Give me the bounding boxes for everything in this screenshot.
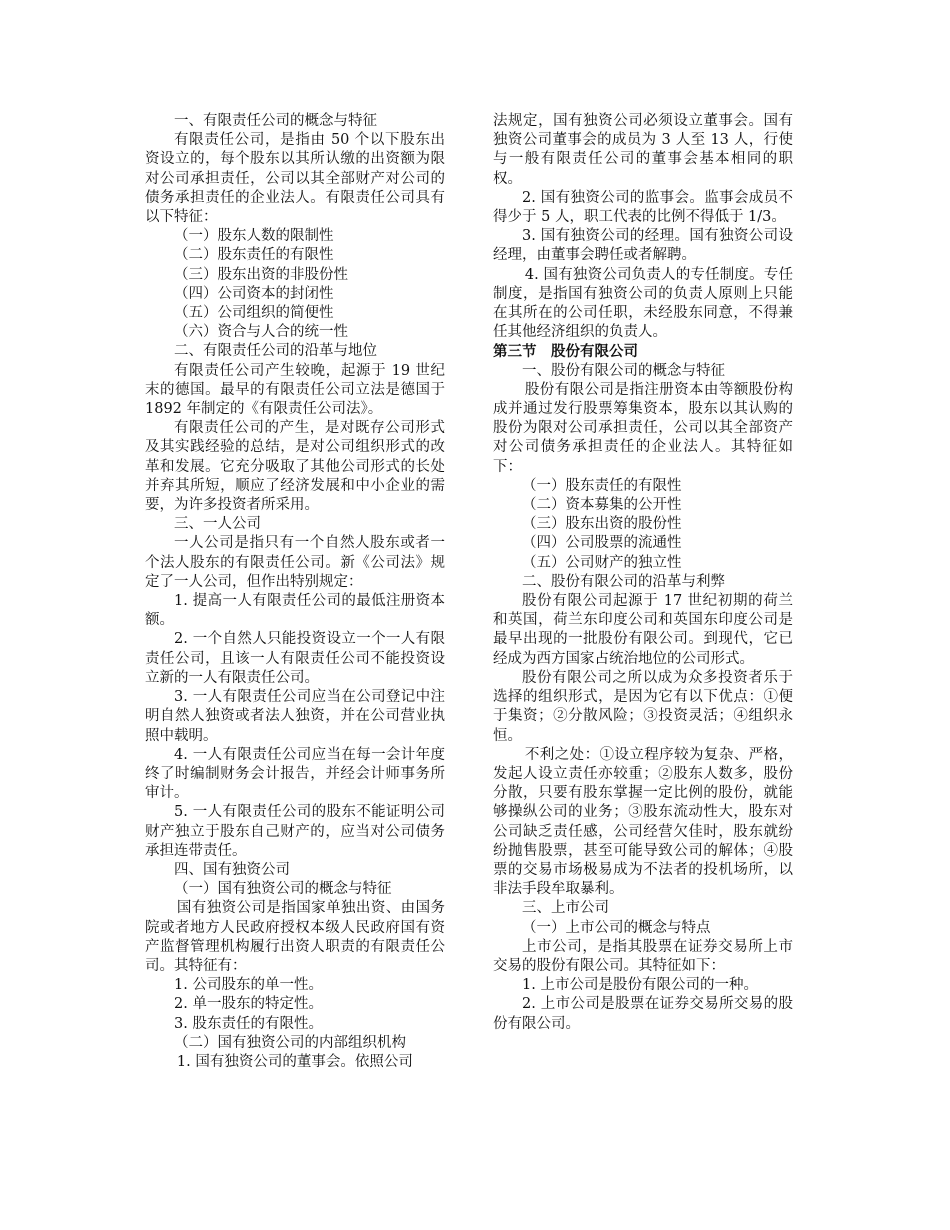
right-paragraph-16: 三、上市公司	[522, 900, 609, 917]
right-paragraph-4: 第三节 股份有限公司	[493, 343, 638, 361]
right-paragraph-14: 股份有限公司之所以成为众多投资者乐于选择的组织形式，是因为它有以下优点：①便于集资；②分散风险；③投资灵活；④组织永恒。	[493, 669, 793, 744]
right-paragraph-1: 2. 国有独资公司的监事会。监事会成员不得少于 5 人，职工代表的比例不得低于 1/3。	[493, 189, 793, 226]
left-paragraph-22: 2. 单一股东的特定性。	[174, 996, 323, 1013]
right-column	[493, 112, 793, 1034]
right-paragraph-13: 股份有限公司起源于 17 世纪初期的荷兰和英国，荷兰东印度公司和英国东印度公司是最早出现的一批股份有限公司。到现代，它已经成为西方国家占统治地位的公司形式。	[493, 593, 793, 667]
left-column	[145, 112, 445, 1072]
right-paragraph-0: 法规定，国有独资公司必须设立董事会。国有独资公司董事会的成员为 3 人至 13 人，行使与一般有限责任公司的董事会基本相同的职权。	[493, 113, 793, 187]
left-paragraph-5: （四）公司资本的封闭性	[174, 285, 334, 302]
left-paragraph-8: 二、有限责任公司的沿革与地位	[174, 343, 377, 360]
left-paragraph-24: （二）国有独资公司的内部组织机构	[174, 1034, 406, 1051]
left-paragraph-15: 3. 一人有限责任公司应当在公司登记中注明自然人独资或者法人独资，并在公司营业执照中载明。	[145, 689, 445, 744]
right-paragraph-17: （一）上市公司的概念与特点	[522, 919, 711, 936]
right-paragraph-18: 上市公司，是指其股票在证券交易所上市交易的股份有限公司。其特征如下：	[493, 938, 793, 974]
left-paragraph-11: 三、一人公司	[174, 516, 261, 533]
left-paragraph-17: 5. 一人有限责任公司的股东不能证明公司财产独立于股东自己财产的，应当对公司债务承担连带责任。	[145, 804, 445, 859]
left-paragraph-4: （三）股东出资的非股份性	[174, 266, 348, 283]
right-paragraph-9: （三）股东出资的股份性	[522, 516, 682, 533]
right-paragraph-3: 4. 国有独资公司负责人的专任制度。专任制度，是指国有独资公司的负责人原则上只能在其所在的公司任职，未经股东同意，不得兼任其他经济组织的负责人。	[493, 266, 793, 341]
left-paragraph-21: 1. 公司股东的单一性。	[174, 977, 323, 994]
left-paragraph-14: 2. 一个自然人只能投资设立一个一人有限责任公司，且该一人有限责任公司不能投资设立新的一人有限责任公司。	[145, 631, 445, 686]
right-paragraph-8: （二）资本募集的公开性	[522, 497, 682, 514]
left-paragraph-12: 一人公司是指只有一个自然人股东或者一个法人股东的有限责任公司。新《公司法》规定了一人公司，但作出特别规定：	[145, 535, 445, 590]
left-paragraph-10: 有限责任公司的产生，是对既存公司形式及其实践经验的总结，是对公司组织形式的改革和发展。它充分吸取了其他公司形式的长处并弃其所短，顺应了经济发展和中小企业的需要，为许多投资者所采用。	[145, 420, 445, 514]
right-paragraph-2: 3. 国有独资公司的经理。国有独资公司设经理，由董事会聘任或者解聘。	[493, 228, 793, 264]
left-paragraph-2: （一）股东人数的限制性	[174, 228, 334, 245]
left-paragraph-1: 有限责任公司，是指由 50 个以下股东出资设立的，每个股东以其所认缴的出资额为限对公司承担责任，公司以其全部财产对公司的债务承担责任的企业法人。有限责任公司具有以下特征：	[145, 132, 445, 226]
left-paragraph-13: 1. 提高一人有限责任公司的最低注册资本额。	[145, 593, 445, 629]
left-paragraph-20: 国有独资公司是指国家单独出资、由国务院或者地方人民政府授权本级人民政府国有资产监督管理机构履行出资人职责的有限责任公司。其特征有：	[145, 900, 445, 974]
left-paragraph-18: 四、国有独资公司	[174, 861, 290, 878]
left-paragraph-9: 有限责任公司产生较晚，起源于 19 世纪末的德国。最早的有限责任公司立法是德国于 1892 年制定的《有限责任公司法》。	[145, 362, 445, 418]
right-paragraph-20: 2. 上市公司是股票在证券交易所交易的股份有限公司。	[493, 996, 793, 1032]
left-paragraph-6: （五）公司组织的简便性	[174, 305, 334, 322]
left-paragraph-25: 1. 国有独资公司的董事会。依照公司	[176, 1053, 413, 1070]
right-paragraph-7: （一）股东责任的有限性	[522, 477, 682, 494]
right-paragraph-10: （四）公司股票的流通性	[522, 535, 682, 552]
right-paragraph-12: 二、股份有限公司的沿革与利弊	[522, 573, 725, 590]
right-paragraph-11: （五）公司财产的独立性	[522, 554, 682, 571]
left-paragraph-7: （六）资合与人合的统一性	[174, 324, 348, 341]
right-paragraph-6: 股份有限公司是指注册资本由等额股份构成并通过发行股票筹集资本，股东以其认购的股份为限对公司承担责任，公司以其全部资产对公司债务承担责任的企业法人。其特征如下：	[493, 381, 793, 475]
left-paragraph-3: （二）股东责任的有限性	[174, 247, 334, 264]
right-paragraph-15: 不利之处：①设立程序较为复杂、严格，发起人设立责任亦较重；②股东人数多，股份分散，只要有股东掌握一定比例的股份，就能够操纵公司的业务；③股东流动性大，股东对公司缺乏责任感，公司经营欠佳时，股东就纷纷抛售股票，甚至可能导致公司的解体；④股票的交易市场极易成为不法者的投机场所，以非法手段牟取暴利。	[493, 746, 793, 898]
right-paragraph-5: 一、股份有限公司的概念与特征	[522, 362, 725, 379]
left-paragraph-23: 3. 股东责任的有限性。	[174, 1015, 323, 1032]
left-paragraph-0: 一、有限责任公司的概念与特征	[174, 113, 377, 129]
right-paragraph-19: 1. 上市公司是股份有限公司的一种。	[522, 977, 758, 994]
left-paragraph-16: 4. 一人有限责任公司应当在每一会计年度终了时编制财务会计报告，并经会计师事务所审计。	[145, 746, 445, 802]
left-paragraph-19: （一）国有独资公司的概念与特征	[174, 881, 392, 898]
